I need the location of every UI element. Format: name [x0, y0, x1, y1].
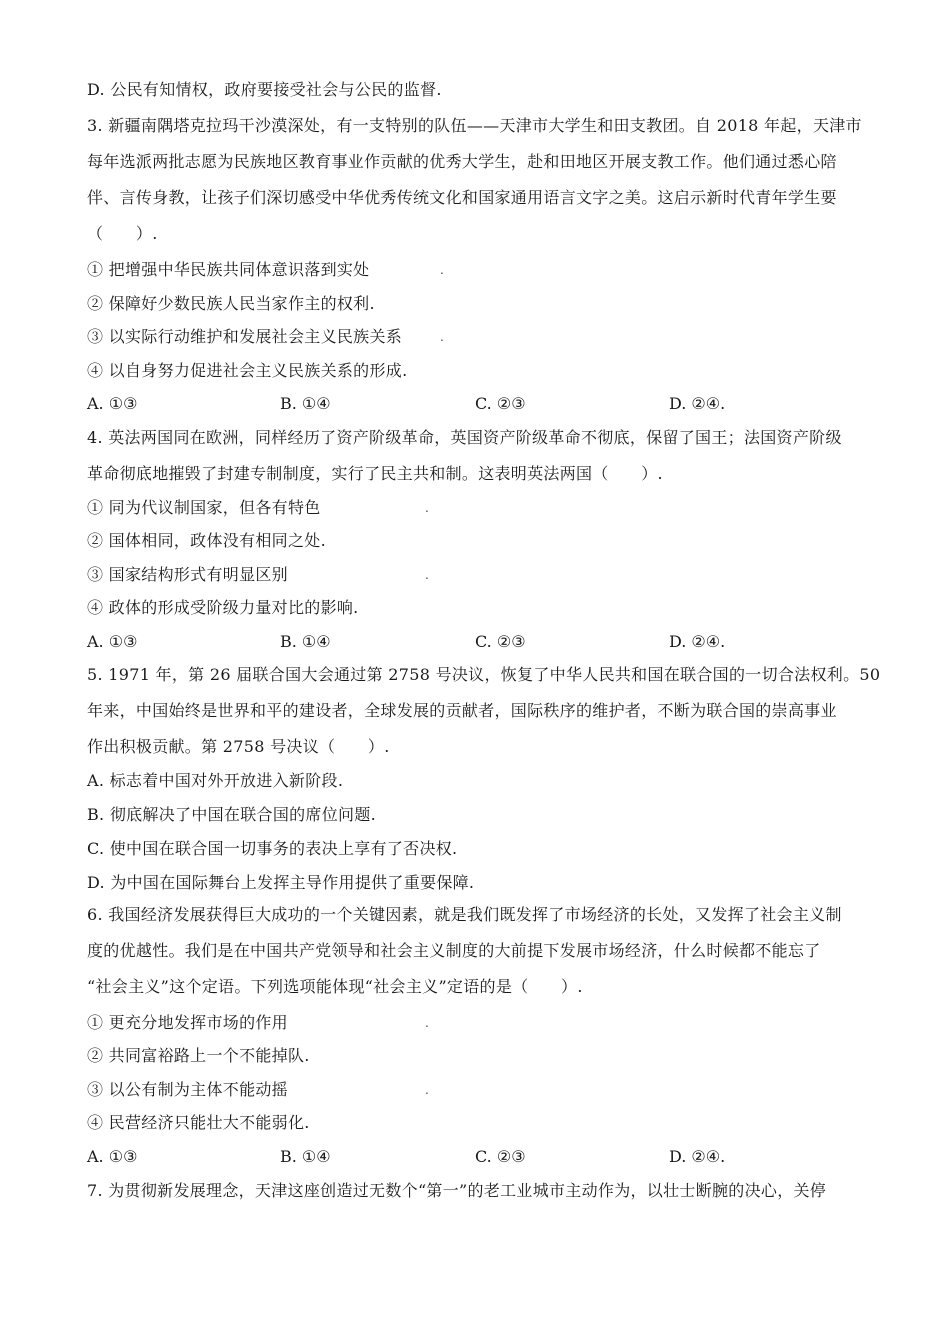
q6-statement-3: ③ 以公有制为主体不能动摇: [87, 1080, 288, 1099]
q6-option-c: C. ②③: [475, 1147, 526, 1166]
q5-option-d: D. 为中国在国际舞台上发挥主导作用提供了重要保障.: [87, 873, 475, 892]
q3-stem-line-2: 每年选派两批志愿为民族地区教育事业作贡献的优秀大学生，赴和田地区开展支教工作。他们通过悉心陪: [87, 152, 837, 171]
q6-stem-line-2: 度的优越性。我们是在中国共产党领导和社会主义制度的大前提下发展市场经济，什么时候都不能忘了: [87, 941, 821, 960]
q3-statement-2: ② 保障好少数民族人民当家作主的权利.: [87, 294, 375, 313]
stray-mark: .: [425, 1083, 429, 1097]
q3-option-b: B. ①④: [280, 394, 331, 413]
stray-mark: .: [440, 263, 444, 277]
q6-statement-1: ① 更充分地发挥市场的作用: [87, 1013, 288, 1032]
q3-options-row: [87, 394, 867, 414]
q3-statement-4: ④ 以自身努力促进社会主义民族关系的形成.: [87, 361, 408, 380]
q4-statement-2: ② 国体相同，政体没有相同之处.: [87, 531, 326, 550]
q3-stem-line-1: 3. 新疆南隅塔克拉玛干沙漠深处，有一支特别的队伍——天津市大学生和田支教团。自 2018 年起，天津市: [87, 116, 862, 135]
q6-stem-line-1: 6. 我国经济发展获得巨大成功的一个关键因素，就是我们既发挥了市场经济的长处，又发挥了社会主义制: [87, 905, 842, 924]
q4-option-d: D. ②④.: [669, 632, 726, 651]
q5-option-a: A. 标志着中国对外开放进入新阶段.: [87, 771, 344, 790]
q5-stem-line-2: 年来，中国始终是世界和平的建设者，全球发展的贡献者，国际秩序的维护者，不断为联合国的崇高事业: [87, 701, 837, 720]
q4-option-c: C. ②③: [475, 632, 526, 651]
q3-stem-line-3: 伴、言传身教，让孩子们深切感受中华优秀传统文化和国家通用语言文字之美。这启示新时代青年学生要: [87, 188, 837, 207]
q5-option-c: C. 使中国在联合国一切事务的表决上享有了否决权.: [87, 839, 458, 858]
stray-mark: .: [440, 330, 444, 344]
q6-option-d: D. ②④.: [669, 1147, 726, 1166]
q3-statement-3: ③ 以实际行动维护和发展社会主义民族关系: [87, 327, 403, 346]
q2-option-d: D. 公民有知情权，政府要接受社会与公民的监督.: [87, 80, 442, 99]
q3-option-a: A. ①③: [87, 394, 138, 413]
q5-stem-line-1: 5. 1971 年，第 26 届联合国大会通过第 2758 号决议，恢复了中华人民共和国在联合国的一切合法权利。50: [87, 665, 881, 684]
q4-options-row: [87, 632, 867, 652]
q3-option-d: D. ②④.: [669, 394, 726, 413]
q4-statement-4: ④ 政体的形成受阶级力量对比的影响.: [87, 598, 359, 617]
q4-stem-line-2: 革命彻底地摧毁了封建专制制度，实行了民主共和制。这表明英法两国（ ）.: [87, 464, 663, 483]
q6-option-b: B. ①④: [280, 1147, 331, 1166]
stray-mark: .: [425, 1016, 429, 1030]
q4-statement-1: ① 同为代议制国家，但各有特色: [87, 498, 321, 517]
stray-mark: .: [425, 568, 429, 582]
q4-statement-3: ③ 国家结构形式有明显区别: [87, 565, 288, 584]
q6-statement-4: ④ 民营经济只能壮大不能弱化.: [87, 1113, 310, 1132]
q6-statement-2: ② 共同富裕路上一个不能掉队.: [87, 1046, 310, 1065]
q7-stem-line-1: 7. 为贯彻新发展理念，天津这座创造过无数个“第一”的老工业城市主动作为，以壮士断腕的决心，关停: [87, 1181, 827, 1200]
q4-stem-line-1: 4. 英法两国同在欧洲，同样经历了资产阶级革命，英国资产阶级革命不彻底，保留了国王；法国资产阶级: [87, 428, 842, 447]
q6-stem-line-3: “社会主义”这个定语。下列选项能体现“社会主义”定语的是（ ）.: [87, 977, 583, 996]
q6-option-a: A. ①③: [87, 1147, 138, 1166]
q5-option-b: B. 彻底解决了中国在联合国的席位问题.: [87, 805, 377, 824]
q4-option-b: B. ①④: [280, 632, 331, 651]
q3-statement-1: ① 把增强中华民族共同体意识落到实处: [87, 260, 370, 279]
q5-stem-line-3: 作出积极贡献。第 2758 号决议（ ）.: [87, 737, 390, 756]
q3-option-c: C. ②③: [475, 394, 526, 413]
q4-option-a: A. ①③: [87, 632, 138, 651]
q6-options-row: [87, 1147, 867, 1167]
q3-stem-line-4: （ ）.: [87, 224, 158, 243]
stray-mark: .: [425, 501, 429, 515]
